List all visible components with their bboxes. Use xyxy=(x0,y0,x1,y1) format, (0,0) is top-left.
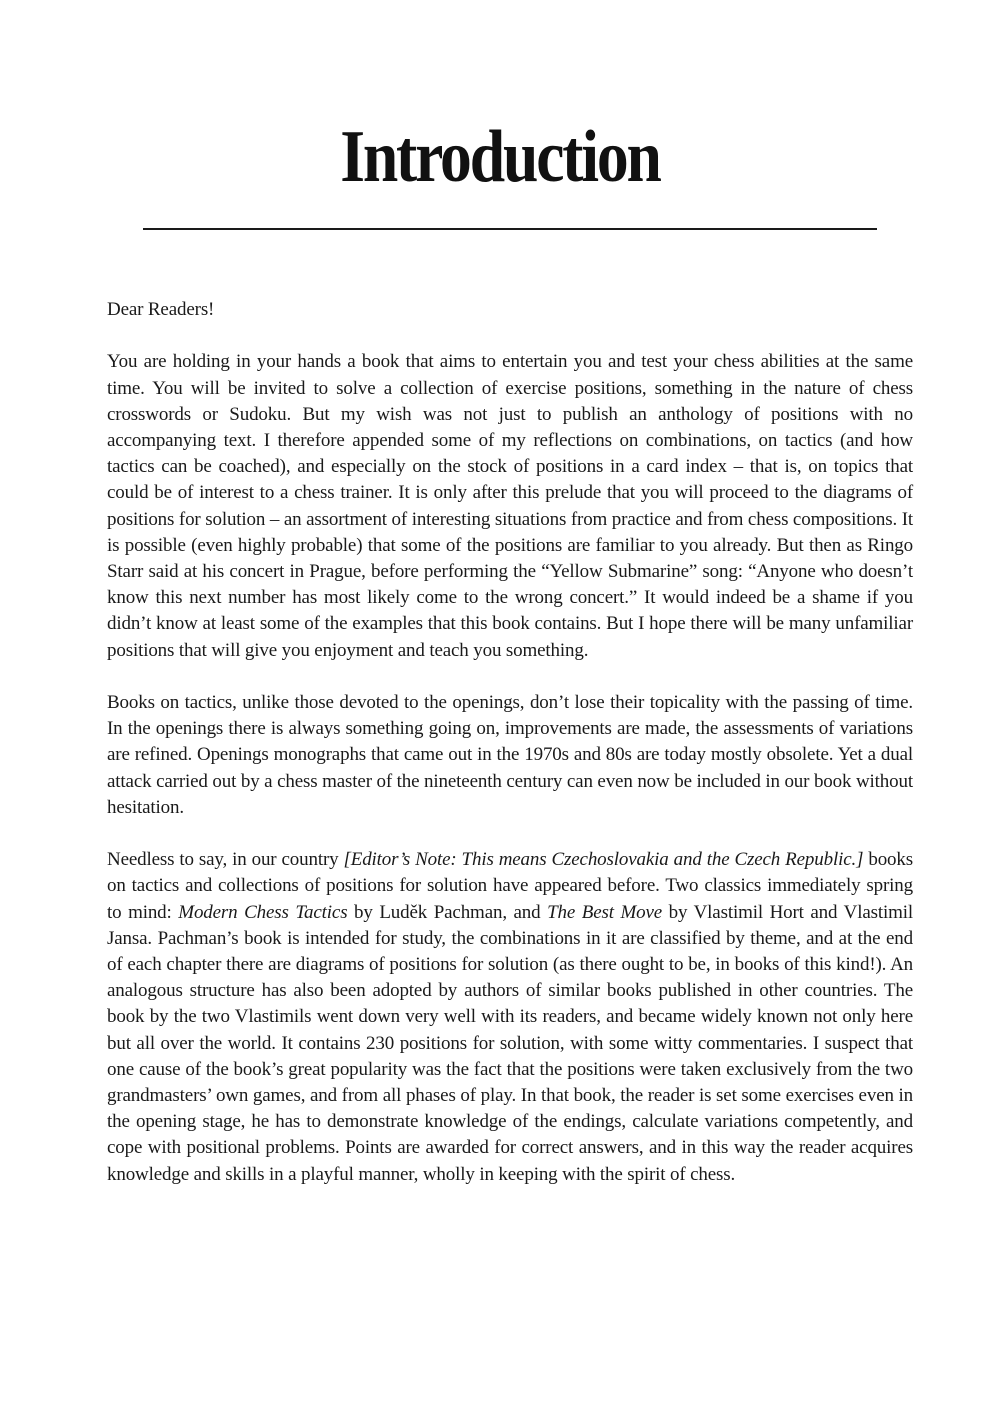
page-title: Introduction xyxy=(340,116,660,198)
salutation: Dear Readers! xyxy=(107,299,215,320)
paragraph-3 xyxy=(107,847,913,1188)
paragraph-1: You are holding in your hands a book that aims to entertain you and test your chess abilities at the same time. You will be invited to solve a collection of exercise positions, something in the nature of chess crosswords or Sudoku. But my wish was not just to publish an anthology of positions with no accompanying text. I therefore appended some of my reflections on combinations, on tactics (and how tactics can be coached), and especially on the stock of positions in a card index – that is, on topics that could be of interest to a chess trainer. It is only after this prelude that you will proceed to the diagrams of positions for solution – an assortment of interesting situations from practice and from chess compositions. It is possible (even highly probable) that some of the positions are familiar to you already. But then as Ringo Starr said at his concert in Prague, before performing the “Yellow Submarine” song: “Anyone who doesn’t know this next number has most likely come to the wrong concert.” It would indeed be a shame if you didn’t know at least some of the examples that this book contains. But I hope there will be many unfamiliar positions that will give you enjoyment and teach you something. xyxy=(107,351,913,661)
book-title-modern-chess-tactics: Modern Chess Tactics xyxy=(178,901,348,923)
title-divider xyxy=(143,228,877,230)
editor-note: [Editor’s Note: This means Czechoslovakia and the Czech Republic.] xyxy=(343,849,864,871)
paragraph-2: Books on tactics, unlike those devoted to the openings, don’t lose their topicality with the passing of time. In the openings there is always something going on, improvements are made, the assessments of variations are refined. Openings monographs that came out in the 1970s and 80s are today mostly obsolete. Yet a dual attack carried out by a chess master of the nineteenth century can even now be included in our book without hesitation. xyxy=(107,692,913,818)
body-text xyxy=(107,297,913,1214)
paragraph-3-text-1: Needless to say, in our country xyxy=(107,849,344,871)
paragraph-3-text-3: by Luděk Pachman, and xyxy=(347,901,548,923)
paragraph-3-text-4: by Vlastimil Hort and Vlastimil Jansa. Pachman’s book is intended for study, the combinations in it are classified by theme, and at the end of each chapter there are diagrams of positions for solution (as there ought to be, in books of this kind!). An analogous structure has also been adopted by authors of similar books published in other countries. The book by the two Vlastimils went down very well with its readers, and became widely known not only here but all over the world. It contains 230 positions for solution, with some witty commentaries. I suspect that one cause of the book’s great popularity was the fact that the positions were taken exclusively from the two grandmasters’ own games, and from all phases of play. In that book, the reader is set some exercises even in the opening stage, he has to demonstrate knowledge of the endings, calculate variations competently, and cope with positional problems. Points are awarded for correct answers, and in this way the reader acquires knowledge and skills in a playful manner, wholly in keeping with the spirit of chess. xyxy=(107,901,914,1185)
book-title-the-best-move: The Best Move xyxy=(547,901,663,923)
paragraph-3-text-2: books on tactics and collections of positions for solution have appeared before. Two classics immediately spring to mind: xyxy=(107,849,913,923)
